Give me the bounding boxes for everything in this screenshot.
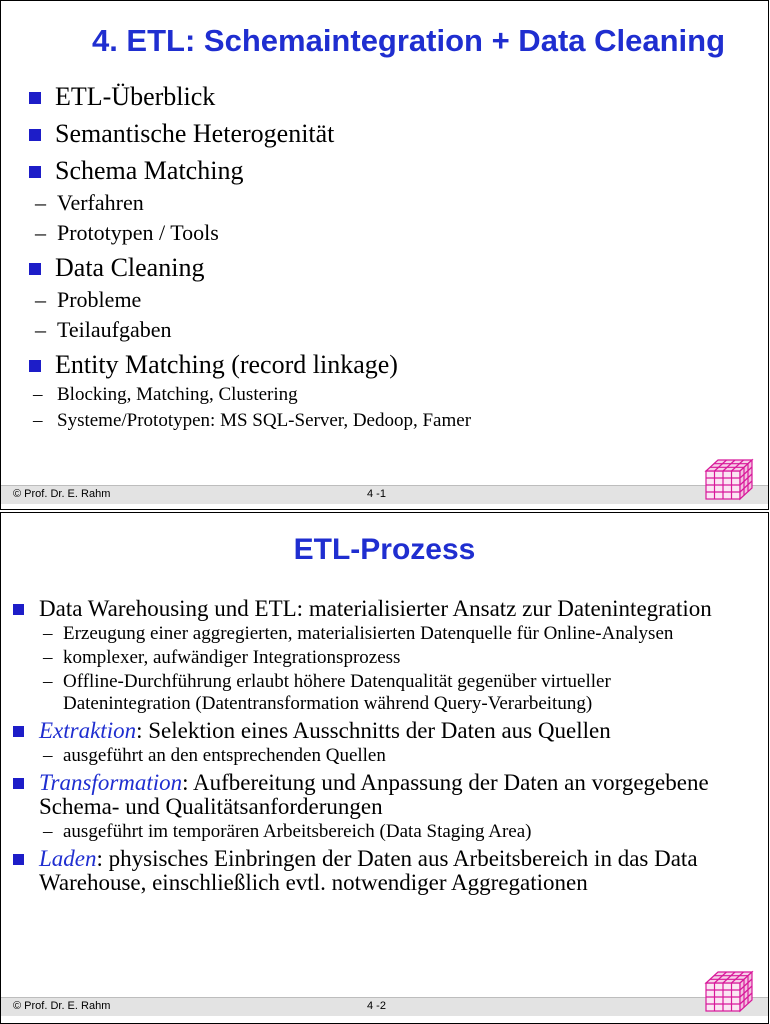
slide-4-2 <box>0 512 769 1024</box>
sub-bullet-item: – Blocking, Matching, Clustering <box>33 384 298 405</box>
page-number: 4 -1 <box>367 488 386 500</box>
bullet-lead-term: Transformation <box>39 770 183 795</box>
bullet-lead-term: Laden <box>39 846 97 871</box>
sub-bullet-item: – Probleme <box>35 287 142 312</box>
bullet-text: ETL-Überblick <box>55 82 216 111</box>
slide-title: 4. ETL: Schemaintegration + Data Cleaning <box>91 23 726 58</box>
slide-footer <box>1 997 768 1016</box>
sub-bullet-text: ausgeführt im temporären Arbeitsbereich (Data Staging Area) <box>63 821 532 842</box>
bullet-text: Entity Matching (record linkage) <box>55 350 398 379</box>
sub-bullet-text: Erzeugung einer aggregierten, materialisierten Datenquelle für Online-Analysen <box>63 623 674 644</box>
sub-bullet-item: – Verfahren <box>35 190 144 215</box>
sub-bullet-item: – komplexer, aufwändiger Integrationsprozess <box>43 647 401 668</box>
sub-bullet-item: – Prototypen / Tools <box>35 220 219 245</box>
sub-bullet-text: Verfahren <box>57 190 144 215</box>
square-bullet-icon <box>29 92 41 104</box>
square-bullet-icon <box>29 263 41 275</box>
sub-bullet-text: Probleme <box>57 287 142 312</box>
square-bullet-icon <box>13 854 24 865</box>
square-bullet-icon <box>13 604 24 615</box>
sub-bullet-item: – ausgeführt an den entsprechenden Quellen <box>43 745 386 766</box>
page-number: 4 -2 <box>367 1000 386 1012</box>
sub-bullet-item: – Teilaufgaben <box>35 317 172 342</box>
square-bullet-icon <box>13 726 24 737</box>
bullet-list <box>29 77 471 434</box>
slide-footer <box>1 485 768 504</box>
square-bullet-icon <box>29 166 41 178</box>
sub-bullet-text: Offline-Durchführung erlaubt höhere Datenqualität gegenüber virtueller Datenintegration (Datentransformation während Query-Verarbeitung) <box>63 671 611 714</box>
square-bullet-icon <box>29 360 41 372</box>
slide-title: ETL-Prozess <box>293 533 476 566</box>
sub-bullet-text: Systeme/Prototypen: MS SQL-Server, Dedoop, Famer <box>57 410 472 431</box>
copyright-text: © Prof. Dr. E. Rahm <box>13 1000 111 1012</box>
bullet-text: Schema Matching <box>55 156 244 185</box>
bullet-text: Semantische Heterogenität <box>55 119 335 148</box>
square-bullet-icon <box>13 778 24 789</box>
bullet-text: : physisches Einbringen der Daten aus Arbeitsbereich in das Data Warehouse, einschließlich evtl. notwendiger Aggregationen <box>39 846 698 895</box>
bullet-item <box>13 847 743 895</box>
bullet-item <box>13 597 743 621</box>
bullet-item <box>13 771 743 819</box>
bullet-text: Data Warehousing und ETL: materialisierter Ansatz zur Datenintegration <box>39 596 712 621</box>
bullet-item <box>29 117 471 151</box>
sub-bullet-text: komplexer, aufwändiger Integrationsprozess <box>63 647 401 668</box>
data-cube-logo-icon <box>704 969 754 1013</box>
bullet-list <box>13 593 743 895</box>
bullet-text: : Selektion eines Ausschnitts der Daten aus Quellen <box>136 718 611 743</box>
slide-4-1 <box>0 0 769 510</box>
sub-bullet-item: – Erzeugung einer aggregierten, materialisierten Datenquelle für Online-Analysen <box>43 623 674 644</box>
bullet-text: : Aufbereitung und Anpassung der Daten an vorgegebene Schema- und Qualitätsanforderungen <box>39 770 709 819</box>
bullet-item <box>29 251 471 285</box>
sub-bullet-text: Teilaufgaben <box>57 317 172 342</box>
bullet-lead-term: Extraktion <box>39 718 137 743</box>
bullet-item <box>13 719 743 743</box>
sub-bullet-text: ausgeführt an den entsprechenden Quellen <box>63 745 386 766</box>
copyright-text: © Prof. Dr. E. Rahm <box>13 488 111 500</box>
bullet-item <box>29 80 471 114</box>
bullet-item <box>29 348 471 382</box>
sub-bullet-item: – Systeme/Prototypen: MS SQL-Server, Dedoop, Famer <box>33 410 472 431</box>
bullet-item <box>29 154 471 188</box>
sub-bullet-text: Blocking, Matching, Clustering <box>57 384 298 405</box>
sub-bullet-item: – Offline-Durchführung erlaubt höhere Datenqualität gegenüber virtueller Datenintegration (Datentransformation während Query-Verarbeitung) <box>43 671 611 714</box>
square-bullet-icon <box>29 129 41 141</box>
sub-bullet-item: – ausgeführt im temporären Arbeitsbereich (Data Staging Area) <box>43 821 532 842</box>
data-cube-logo-icon <box>704 457 754 501</box>
bullet-text: Data Cleaning <box>55 253 205 282</box>
sub-bullet-text: Prototypen / Tools <box>57 220 219 245</box>
